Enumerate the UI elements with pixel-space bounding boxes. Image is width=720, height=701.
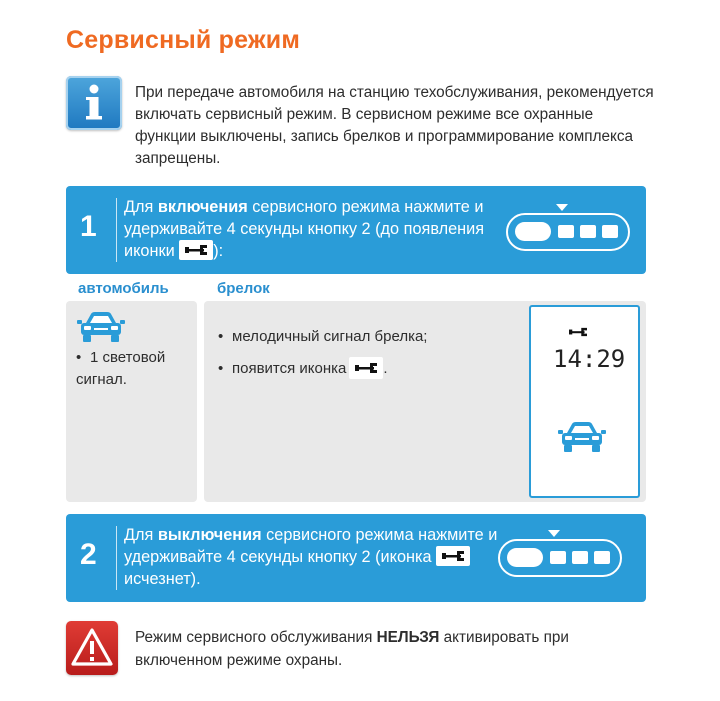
step-2-text: Для выключения сервисного режима нажмите и удерживайте 4 секунды кнопку 2 (иконка исчезнет). [124, 526, 498, 588]
car-icon [76, 311, 126, 350]
keyfob-icon [506, 213, 630, 251]
step-divider [116, 526, 117, 590]
keyfob-effects-list [218, 321, 518, 385]
warning-icon [66, 621, 118, 675]
car-signal-item: • 1 световой сигнал. [76, 349, 166, 388]
keyfob-label: брелок [217, 280, 270, 297]
keyfob-icon [498, 539, 622, 577]
step-1-panel [66, 186, 646, 274]
car-icon [557, 421, 607, 460]
page-title: Сервисный режим [66, 26, 301, 54]
car-label: автомобиль [78, 280, 169, 297]
step-number: 1 [80, 210, 97, 243]
car-panel [66, 301, 197, 502]
list-item: • появится иконка . [218, 353, 518, 385]
step-1-text: Для включения сервисного режима нажмите и удерживайте 4 секунды кнопку 2 (до появления иконки ): [124, 198, 485, 260]
wrench-icon [349, 357, 383, 379]
lcd-time: 14:29 [553, 345, 626, 373]
wrench-icon [436, 546, 470, 566]
warning-text: Режим сервисного обслуживания НЕЛЬЗЯ активировать при включенном режиме охраны. [135, 629, 569, 669]
keyfob-lcd-screen [529, 305, 640, 498]
step-2-panel [66, 514, 646, 602]
list-item: • мелодичный сигнал брелка; [218, 328, 428, 345]
intro-text: При передаче автомобиля на станцию техобслуживания, рекомендуется включать сервисный режим. В сервисном режиме все охранные функции выключены, запись брелков и программирование комплекса запрещены. [135, 84, 654, 167]
keyfob-panel [204, 301, 646, 502]
wrench-icon [179, 240, 213, 260]
step-divider [116, 198, 117, 262]
info-icon [66, 76, 122, 130]
wrench-icon [569, 324, 587, 342]
step-number: 2 [80, 538, 97, 571]
